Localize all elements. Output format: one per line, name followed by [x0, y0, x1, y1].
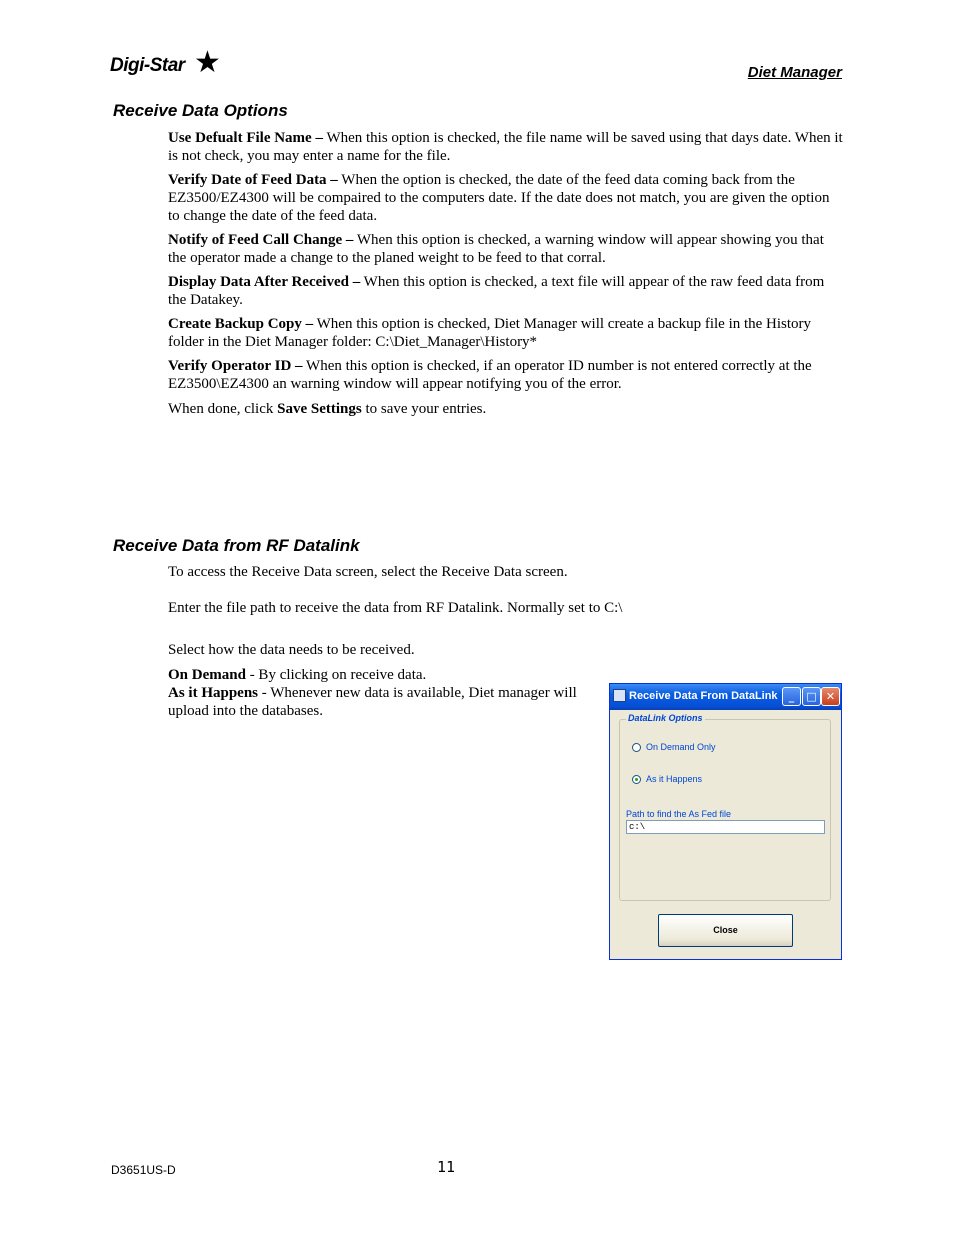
paragraph-select-how: Select how the data needs to be received.	[168, 642, 415, 658]
option-text: When this option is checked, if an operator ID number is not entered correctly at the EZ3500\EZ4300 an warning window will appear notifying you of the error.	[168, 358, 812, 392]
star-icon: ★	[194, 45, 221, 80]
on-demand-text: - By clicking on receive data.	[245, 667, 427, 683]
radio-as-it-happens[interactable]	[632, 774, 702, 784]
option-term: Notify of Feed Call Change –	[168, 232, 354, 248]
as-it-happens-text: - Whenever new data is available, Diet manager will upload into the databases.	[168, 685, 577, 719]
path-input[interactable]: c:\	[626, 820, 825, 834]
maximize-icon[interactable]: □	[802, 687, 821, 706]
group-label: DataLink Options	[628, 713, 703, 723]
dialog-title: Receive Data From DataLink	[629, 690, 778, 702]
option-verify-date	[168, 171, 843, 225]
as-it-happens-term: As it Happens	[168, 685, 259, 701]
option-term: Verify Date of Feed Data –	[168, 172, 338, 188]
document-id: D3651US-D	[111, 1163, 176, 1177]
page-number: 11	[437, 1158, 456, 1176]
option-term: Use Defualt File Name –	[168, 130, 323, 146]
on-demand-term: On Demand	[168, 667, 246, 683]
option-text: When this option is checked, a warning window will appear showing you that the operator made a change to the planed weight to be feed to that corral.	[168, 232, 824, 266]
option-text: When this option is checked, the file name will be saved using that days date. When it is not check, you may enter a name for the file.	[168, 130, 843, 164]
save-settings-ref: Save Settings	[277, 401, 362, 417]
header-title: Diet Manager	[747, 64, 842, 81]
done-instruction	[168, 400, 843, 418]
receive-data-dialog	[609, 683, 842, 960]
option-create-backup	[168, 315, 843, 351]
option-text: When the option is checked, the date of the feed data coming back from the EZ3500/EZ4300 will be compaired to the computers date. If the date does not match, you are given the option to change the date of the feed data.	[168, 172, 830, 224]
on-demand-description	[168, 666, 598, 684]
option-notify-feed-call	[168, 231, 843, 267]
digi-star-logo	[108, 45, 228, 82]
radio-label: On Demand Only	[646, 742, 716, 752]
section-title-rf-datalink: Receive Data from RF Datalink	[113, 536, 360, 555]
option-text: When this option is checked, Diet Manager will create a backup file in the History folder in the Diet Manager folder: C:\Diet_Manager\History*	[168, 316, 812, 350]
datalink-options-group	[619, 713, 831, 901]
radio-label: As it Happens	[646, 774, 703, 784]
logo-text: Digi-Star	[110, 55, 185, 76]
app-icon	[613, 689, 626, 702]
dialog-title-bar[interactable]	[610, 684, 841, 710]
option-text: When this option is checked, a text file will appear of the raw feed data from the Datakey.	[168, 274, 825, 308]
as-it-happens-description	[168, 684, 598, 720]
option-verify-operator	[168, 357, 843, 393]
option-display-data	[168, 273, 843, 309]
radio-on-icon[interactable]	[632, 775, 641, 784]
paragraph-access: To access the Receive Data screen, select the Receive Data screen.	[168, 564, 568, 580]
paragraph-file-path: Enter the file path to receive the data from RF Datalink. Normally set to C:\	[168, 600, 623, 616]
minimize-icon[interactable]: _	[782, 687, 801, 706]
option-term: Verify Operator ID –	[168, 358, 303, 374]
done-post: to save your entries.	[361, 401, 487, 417]
close-button[interactable]: Close	[658, 914, 793, 947]
section-title-receive-data-options: Receive Data Options	[113, 101, 288, 120]
option-term: Display Data After Received –	[168, 274, 361, 290]
close-icon[interactable]: ✕	[821, 687, 840, 706]
path-label: Path to find the As Fed file	[626, 809, 732, 819]
done-pre: When done, click	[168, 401, 278, 417]
radio-off-icon[interactable]	[632, 743, 641, 752]
option-term: Create Backup Copy –	[168, 316, 314, 332]
radio-on-demand[interactable]	[632, 742, 716, 752]
option-use-default-file-name	[168, 129, 843, 165]
